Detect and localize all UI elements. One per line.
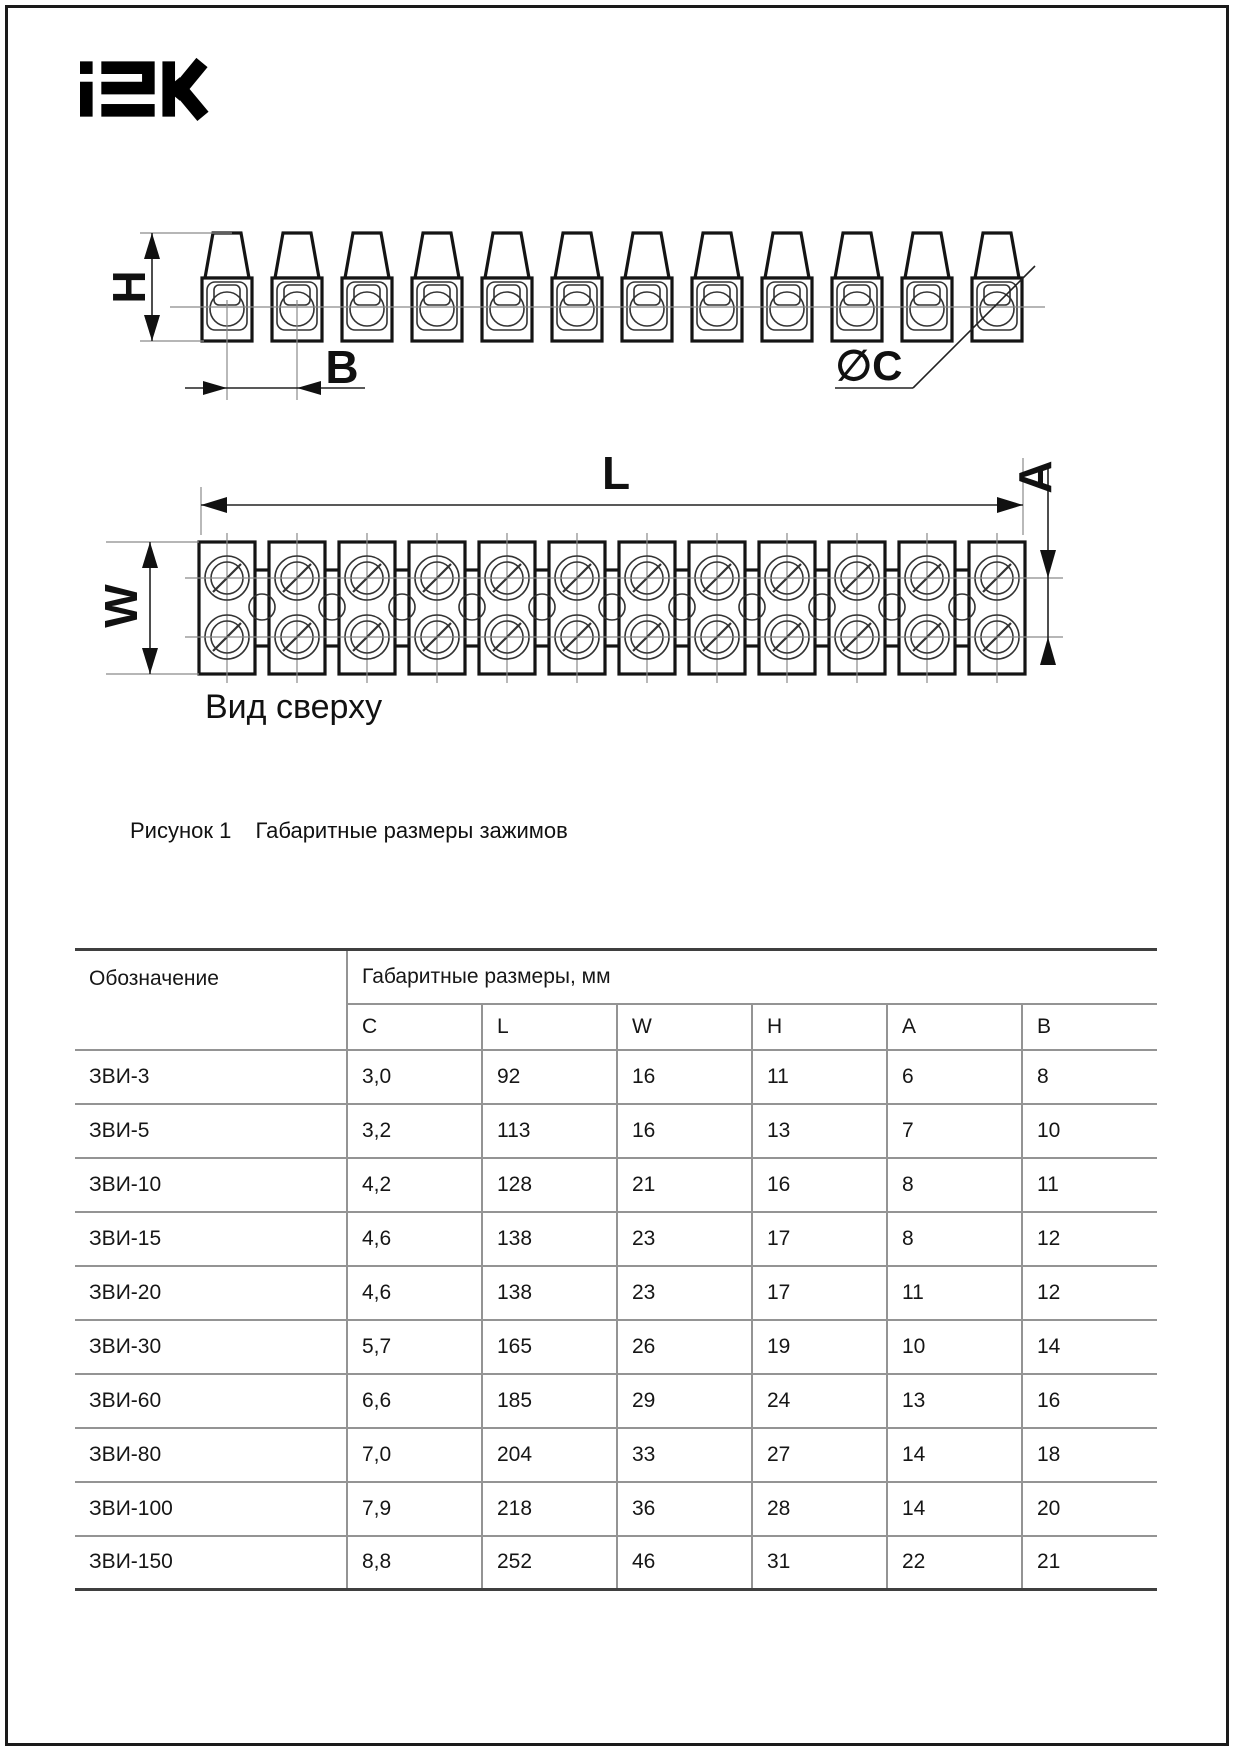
designation-cell: ЗВИ-10 xyxy=(75,1158,347,1212)
value-cell: 10 xyxy=(887,1320,1022,1374)
value-cell: 10 xyxy=(1022,1104,1157,1158)
value-cell: 46 xyxy=(617,1536,752,1590)
dimension-label-b: B xyxy=(325,341,359,393)
top-view-caption: Вид сверху xyxy=(205,688,383,726)
value-cell: 8 xyxy=(887,1158,1022,1212)
dimension-label-diameter-c: ∅C xyxy=(835,342,903,389)
table-row xyxy=(75,1482,1157,1536)
value-cell: 16 xyxy=(1022,1374,1157,1428)
table-row xyxy=(75,1320,1157,1374)
column-header-b: B xyxy=(1022,1004,1157,1050)
dimension-label-w: W xyxy=(95,584,147,628)
dimensions-table xyxy=(75,948,1157,1591)
top-view-drawing xyxy=(106,458,1063,683)
value-cell: 128 xyxy=(482,1158,617,1212)
value-cell: 8 xyxy=(1022,1050,1157,1104)
value-cell: 6,6 xyxy=(347,1374,482,1428)
column-header-a: A xyxy=(887,1004,1022,1050)
value-cell: 165 xyxy=(482,1320,617,1374)
dimension-label-a: A xyxy=(1009,460,1061,494)
value-cell: 16 xyxy=(617,1050,752,1104)
value-cell: 92 xyxy=(482,1050,617,1104)
value-cell: 21 xyxy=(1022,1536,1157,1590)
value-cell: 7 xyxy=(887,1104,1022,1158)
table-row xyxy=(75,1212,1157,1266)
value-cell: 138 xyxy=(482,1212,617,1266)
value-cell: 36 xyxy=(617,1482,752,1536)
column-header-c: C xyxy=(347,1004,482,1050)
figure-caption-number: Рисунок 1 xyxy=(130,818,232,843)
value-cell: 7,9 xyxy=(347,1482,482,1536)
value-cell: 113 xyxy=(482,1104,617,1158)
value-cell: 29 xyxy=(617,1374,752,1428)
value-cell: 27 xyxy=(752,1428,887,1482)
value-cell: 13 xyxy=(752,1104,887,1158)
table-row xyxy=(75,1050,1157,1104)
column-header-l: L xyxy=(482,1004,617,1050)
value-cell: 6 xyxy=(887,1050,1022,1104)
value-cell: 28 xyxy=(752,1482,887,1536)
value-cell: 16 xyxy=(617,1104,752,1158)
designation-cell: ЗВИ-15 xyxy=(75,1212,347,1266)
value-cell: 11 xyxy=(1022,1158,1157,1212)
value-cell: 26 xyxy=(617,1320,752,1374)
value-cell: 138 xyxy=(482,1266,617,1320)
table-header-row-1 xyxy=(75,950,1157,1004)
value-cell: 23 xyxy=(617,1266,752,1320)
value-cell: 31 xyxy=(752,1536,887,1590)
value-cell: 11 xyxy=(752,1050,887,1104)
value-cell: 14 xyxy=(1022,1320,1157,1374)
value-cell: 24 xyxy=(752,1374,887,1428)
value-cell: 12 xyxy=(1022,1266,1157,1320)
designation-cell: ЗВИ-80 xyxy=(75,1428,347,1482)
value-cell: 13 xyxy=(887,1374,1022,1428)
designation-cell: ЗВИ-5 xyxy=(75,1104,347,1158)
dimension-label-h: H xyxy=(103,270,155,304)
designation-header: Обозначение xyxy=(75,950,347,1050)
value-cell: 3,2 xyxy=(347,1104,482,1158)
designation-cell: ЗВИ-30 xyxy=(75,1320,347,1374)
value-cell: 16 xyxy=(752,1158,887,1212)
designation-cell: ЗВИ-100 xyxy=(75,1482,347,1536)
figure-caption xyxy=(130,818,568,844)
value-cell: 7,0 xyxy=(347,1428,482,1482)
value-cell: 204 xyxy=(482,1428,617,1482)
value-cell: 19 xyxy=(752,1320,887,1374)
value-cell: 8 xyxy=(887,1212,1022,1266)
table-row xyxy=(75,1158,1157,1212)
dimension-label-l: L xyxy=(601,447,631,499)
value-cell: 22 xyxy=(887,1536,1022,1590)
designation-cell: ЗВИ-150 xyxy=(89,1550,173,1574)
value-cell: 18 xyxy=(1022,1428,1157,1482)
table-row xyxy=(75,1266,1157,1320)
designation-cell: ЗВИ-3 xyxy=(75,1050,347,1104)
value-cell: 8,8 xyxy=(347,1536,482,1590)
side-view-drawing xyxy=(140,233,1045,400)
value-cell: 4,6 xyxy=(347,1212,482,1266)
value-cell: 21 xyxy=(617,1158,752,1212)
value-cell: 4,6 xyxy=(347,1266,482,1320)
value-cell: 14 xyxy=(887,1428,1022,1482)
table-row xyxy=(75,1428,1157,1482)
value-cell: 23 xyxy=(617,1212,752,1266)
designation-cell: ЗВИ-60 xyxy=(75,1374,347,1428)
dimensions-group-header: Габаритные размеры, мм xyxy=(347,950,1157,1004)
value-cell: 185 xyxy=(482,1374,617,1428)
value-cell: 17 xyxy=(752,1266,887,1320)
column-header-w: W xyxy=(617,1004,752,1050)
column-header-h: H xyxy=(752,1004,887,1050)
value-cell: 4,2 xyxy=(347,1158,482,1212)
value-cell: 3,0 xyxy=(347,1050,482,1104)
figure-caption-text: Габаритные размеры зажимов xyxy=(255,818,568,843)
value-cell: 12 xyxy=(1022,1212,1157,1266)
value-cell: 252 xyxy=(482,1536,617,1590)
table-row xyxy=(75,1104,1157,1158)
table-row xyxy=(75,1536,1157,1590)
value-cell: 14 xyxy=(887,1482,1022,1536)
value-cell: 218 xyxy=(482,1482,617,1536)
value-cell: 33 xyxy=(617,1428,752,1482)
table-row xyxy=(75,1374,1157,1428)
designation-cell: ЗВИ-20 xyxy=(75,1266,347,1320)
value-cell: 17 xyxy=(752,1212,887,1266)
value-cell: 11 xyxy=(887,1266,1022,1320)
value-cell: 5,7 xyxy=(347,1320,482,1374)
value-cell: 20 xyxy=(1022,1482,1157,1536)
